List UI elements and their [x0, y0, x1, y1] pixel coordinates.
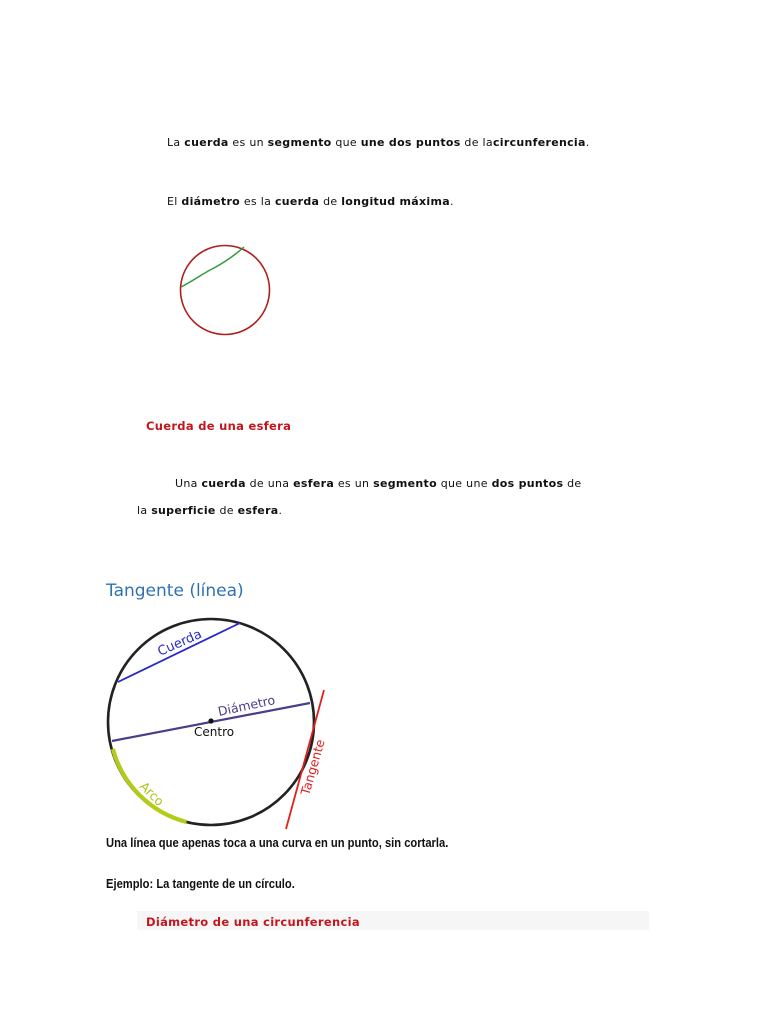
bold-term: esfera [293, 477, 335, 490]
center-point [208, 718, 213, 723]
bold-term: cuerda [184, 136, 229, 149]
bold-term: esfera [237, 504, 279, 517]
bold-term: segmento [267, 136, 332, 149]
text: . [278, 504, 283, 517]
text: de [319, 195, 342, 208]
tangent-definition: Una línea que apenas toca a una curva en un punto, sin cortarla. [106, 835, 449, 850]
text: que une [436, 477, 492, 490]
text: de [215, 504, 238, 517]
tangent-example: Ejemplo: La tangente de un círculo. [106, 876, 295, 891]
heading-diameter: Diámetro de una circunferencia [146, 915, 360, 929]
text: . [449, 195, 454, 208]
bold-term: longitud máxima [341, 195, 450, 208]
text: de la [460, 136, 493, 149]
bold-term: circunferencia [492, 136, 586, 149]
text: Una [175, 477, 202, 490]
heading-sphere-chord: Cuerda de una esfera [146, 419, 292, 433]
bold-term: cuerda [201, 477, 246, 490]
text: es la [240, 195, 275, 208]
text: La [167, 136, 185, 149]
bold-term: diámetro [181, 195, 241, 208]
text: El [167, 195, 182, 208]
bold-term: cuerda [274, 195, 320, 208]
text: de una [245, 477, 294, 490]
label-arco: Arco [136, 778, 168, 809]
bold-term: superficie [151, 504, 216, 517]
label-centro: Centro [194, 725, 235, 739]
bold-term: dos puntos [491, 477, 564, 490]
text: . [585, 136, 590, 149]
label-tangente: Tangente [297, 737, 328, 797]
text: de [563, 477, 582, 490]
label-diametro: Diámetro [216, 692, 277, 719]
tangent-title: Tangente (línea) [106, 581, 244, 601]
text: la [137, 504, 152, 517]
text: que [331, 136, 361, 149]
bold-term: une dos puntos [360, 136, 461, 149]
bold-term: segmento [373, 477, 437, 490]
label-cuerda: Cuerda [155, 626, 205, 660]
text: es un [228, 136, 268, 149]
text: es un [334, 477, 374, 490]
